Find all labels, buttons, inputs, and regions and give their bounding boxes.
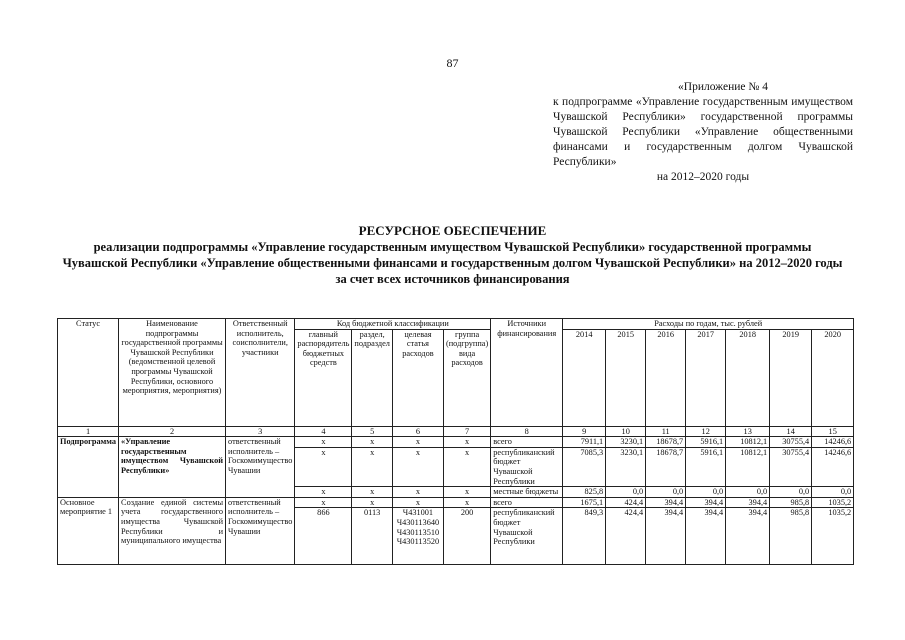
- cell-value: 10812,1: [726, 447, 770, 486]
- cell-value: 424,4: [606, 497, 646, 508]
- cell-value: 0,0: [770, 487, 812, 498]
- column-number: 8: [491, 426, 563, 437]
- header-year: 2017: [686, 329, 726, 426]
- cell-value: 3230,1: [606, 437, 646, 448]
- cell-value: 1035,2: [812, 508, 854, 565]
- cell-value: 849,3: [563, 508, 606, 565]
- header-year: 2020: [812, 329, 854, 426]
- header-status: Статус: [58, 319, 119, 427]
- cell-source: всего: [491, 497, 563, 508]
- cell-grbs: x: [295, 487, 352, 498]
- cell-section: x: [352, 437, 393, 448]
- cell-section: x: [352, 497, 393, 508]
- header-expenses: Расходы по годам, тыс. рублей: [563, 319, 854, 330]
- column-number: 5: [352, 426, 393, 437]
- appendix-years: на 2012–2020 годы: [656, 171, 750, 183]
- table-row: [58, 497, 854, 508]
- cell-value: 5916,1: [686, 437, 726, 448]
- cell-value: 10812,1: [726, 437, 770, 448]
- header-year: 2015: [606, 329, 646, 426]
- resources-table: [57, 318, 854, 565]
- cell-group: x: [443, 497, 490, 508]
- column-number: 1: [58, 426, 119, 437]
- cell-section: x: [352, 447, 393, 486]
- cell-value: 0,0: [606, 487, 646, 498]
- cell-grbs: x: [295, 497, 352, 508]
- cell-value: 394,4: [646, 508, 686, 565]
- column-number: 4: [295, 426, 352, 437]
- cell-value: 394,4: [646, 497, 686, 508]
- cell-value: 7085,3: [563, 447, 606, 486]
- cell-group: x: [443, 487, 490, 498]
- header-year: 2016: [646, 329, 686, 426]
- cell-value: 18678,7: [646, 437, 686, 448]
- column-number: 3: [226, 426, 295, 437]
- appendix-body: к подпрограмме «Управление государственным имуществом Чувашской Республики» государственной программы Чувашской Республики «Управление общественными финансами и государственным долгом Чувашской Республики»: [553, 96, 853, 168]
- cell-value: 985,8: [770, 508, 812, 565]
- cell-value: 394,4: [686, 508, 726, 565]
- row-executor: ответственный исполнитель – Госкомимущество Чувашии: [226, 437, 295, 498]
- cell-value: 7911,1: [563, 437, 606, 448]
- heading-subtitle: реализации подпрограммы «Управление государственным имуществом Чувашской Республики» государственной программы Чувашской Республики «Управление общественными финансами и государственным долгом Чувашской Республики» на 2012–2020 годы за счет всех источников финансирования: [62, 240, 843, 286]
- cell-value: 0,0: [812, 487, 854, 498]
- cell-grbs: x: [295, 437, 352, 448]
- row-status: Основное мероприятие 1: [58, 497, 119, 565]
- header-row-1: [58, 319, 854, 330]
- cell-value: 394,4: [726, 508, 770, 565]
- cell-target: x: [392, 437, 443, 448]
- cell-source: всего: [491, 437, 563, 448]
- cell-grbs: x: [295, 447, 352, 486]
- cell-value: 18678,7: [646, 447, 686, 486]
- column-number: 10: [606, 426, 646, 437]
- column-number: 6: [392, 426, 443, 437]
- cell-source: республиканский бюджет Чувашской Республики: [491, 447, 563, 486]
- cell-value: 825,8: [563, 487, 606, 498]
- cell-target: x: [392, 497, 443, 508]
- header-year: 2019: [770, 329, 812, 426]
- header-group: группа (подгруппа) вида расходов: [443, 329, 490, 426]
- heading-title: РЕСУРСНОЕ ОБЕСПЕЧЕНИЕ: [358, 223, 547, 238]
- cell-value: 394,4: [686, 497, 726, 508]
- header-executor: Ответственный исполнитель, соисполнители, участники: [226, 319, 295, 427]
- cell-value: 5916,1: [686, 447, 726, 486]
- cell-value: 30755,4: [770, 437, 812, 448]
- column-number-row: [58, 426, 854, 437]
- header-section: раздел, подраздел: [352, 329, 393, 426]
- row-name: Создание единой системы учета государственного имущества Чувашской Республики и муниципального имущества: [119, 497, 226, 565]
- document-heading: [60, 223, 845, 287]
- cell-value: 394,4: [726, 497, 770, 508]
- cell-value: 3230,1: [606, 447, 646, 486]
- appendix-note: [553, 80, 853, 185]
- column-number: 13: [726, 426, 770, 437]
- header-sources: Источники финансирования: [491, 319, 563, 427]
- column-number: 12: [686, 426, 726, 437]
- cell-value: 0,0: [646, 487, 686, 498]
- column-number: 2: [119, 426, 226, 437]
- cell-value: 30755,4: [770, 447, 812, 486]
- cell-group: 200: [443, 508, 490, 565]
- cell-target: Ч431001 Ч430113640 Ч430113510 Ч430113520: [392, 508, 443, 565]
- cell-source: местные бюджеты: [491, 487, 563, 498]
- row-executor: ответственный исполнитель – Госкомимущество Чувашии: [226, 497, 295, 565]
- cell-section: 0113: [352, 508, 393, 565]
- cell-section: x: [352, 487, 393, 498]
- row-status: Подпрограмма: [58, 437, 119, 498]
- cell-source: республиканский бюджет Чувашской Республики: [491, 508, 563, 565]
- appendix-title: «Приложение № 4: [678, 81, 768, 93]
- cell-value: 1675,1: [563, 497, 606, 508]
- column-number: 11: [646, 426, 686, 437]
- cell-value: 0,0: [686, 487, 726, 498]
- cell-value: 14246,6: [812, 447, 854, 486]
- column-number: 7: [443, 426, 490, 437]
- column-number: 9: [563, 426, 606, 437]
- cell-target: x: [392, 487, 443, 498]
- cell-group: x: [443, 447, 490, 486]
- cell-grbs: 866: [295, 508, 352, 565]
- column-number: 14: [770, 426, 812, 437]
- cell-group: x: [443, 437, 490, 448]
- cell-target: x: [392, 447, 443, 486]
- header-budget-code: Код бюджетной классификации: [295, 319, 491, 330]
- page-number: 87: [446, 56, 459, 70]
- cell-value: 424,4: [606, 508, 646, 565]
- cell-value: 985,8: [770, 497, 812, 508]
- header-year: 2014: [563, 329, 606, 426]
- row-name: «Управление государственным имуществом Чувашской Республики»: [119, 437, 226, 498]
- cell-value: 1035,2: [812, 497, 854, 508]
- header-grbs: главный распорядитель бюджетных средств: [295, 329, 352, 426]
- header-name: Наименование подпрограммы государственной программы Чувашской Республики (ведомственной целевой программы Чувашской Республики, основного мероприятия, мероприятия): [119, 319, 226, 427]
- header-target: целевая статья расходов: [392, 329, 443, 426]
- cell-value: 14246,6: [812, 437, 854, 448]
- header-year: 2018: [726, 329, 770, 426]
- cell-value: 0,0: [726, 487, 770, 498]
- table-row: [58, 437, 854, 448]
- column-number: 15: [812, 426, 854, 437]
